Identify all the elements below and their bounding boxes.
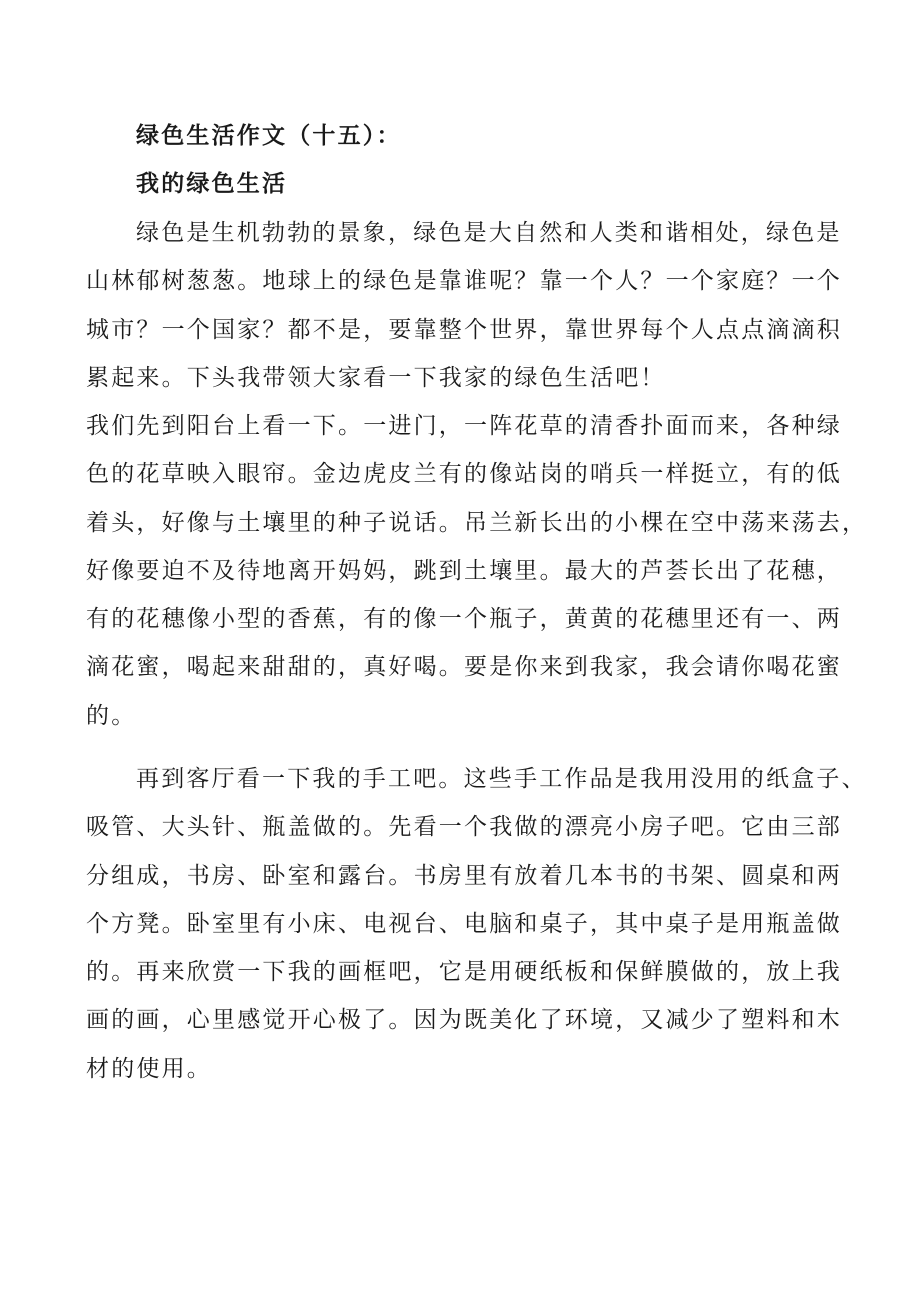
paragraph-line: 好像要迫不及待地离开妈妈，跳到土壤里。最大的芦荟长出了花穗， bbox=[86, 557, 842, 584]
paragraph-2 bbox=[86, 402, 868, 740]
paragraph-line: 色的花草映入眼帘。金边虎皮兰有的像站岗的哨兵一样挺立，有的低 bbox=[86, 461, 842, 488]
document-subtitle: 我的绿色生活 bbox=[136, 170, 288, 198]
paragraph-line: 再到客厅看一下我的手工吧。这些手工作品是我用没用的纸盒子、 bbox=[136, 766, 867, 792]
paragraph-line: 绿色是生机勃勃的景象，绿色是大自然和人类和谐相处，绿色是 bbox=[136, 220, 842, 246]
paragraph-line: 城市？一个国家？都不是，要靠整个世界，靠世界每个人点点滴滴积 bbox=[86, 316, 842, 343]
paragraph-line: 个方凳。卧室里有小床、电视台、电脑和桌子，其中桌子是用瓶盖做 bbox=[86, 910, 842, 937]
paragraph-line: 材的使用。 bbox=[86, 1055, 212, 1082]
paragraph-line: 我们先到阳台上看一下。一进门，一阵花草的清香扑面而来，各种绿 bbox=[86, 413, 842, 439]
paragraph-line: 滴花蜜，喝起来甜甜的，真好喝。要是你来到我家，我会请你喝花蜜 bbox=[86, 654, 842, 681]
paragraph-line: 吸管、大头针、瓶盖做的。先看一个我做的漂亮小房子吧。它由三部 bbox=[86, 814, 842, 841]
paragraph-line: 累起来。下头我带领大家看一下我家的绿色生活吧！ bbox=[86, 364, 666, 391]
paragraph-line: 的。再来欣赏一下我的画框吧，它是用硬纸板和保鲜膜做的，放上我 bbox=[86, 959, 842, 986]
paragraph-line: 有的花穗像小型的香蕉，有的像一个瓶子，黄黄的花穗里还有一、两 bbox=[86, 606, 842, 633]
paragraph-line: 着头，好像与土壤里的种子说话。吊兰新长出的小棵在空中荡来荡去， bbox=[86, 509, 868, 536]
paragraph-line: 山林郁树葱葱。地球上的绿色是靠谁呢？靠一个人？一个家庭？一个 bbox=[86, 268, 842, 295]
paragraph-line: 画的画，心里感觉开心极了。因为既美化了环境，又减少了塑料和木 bbox=[86, 1007, 842, 1034]
paragraph-1 bbox=[86, 209, 846, 402]
heading-block bbox=[86, 112, 846, 209]
document-title: 绿色生活作文（十五）： bbox=[136, 122, 402, 149]
paragraph-line: 的。 bbox=[86, 702, 137, 729]
paragraph-3 bbox=[86, 755, 867, 1093]
paragraph-line: 分组成，书房、卧室和露台。书房里有放着几本书的书架、圆桌和两 bbox=[86, 862, 842, 889]
